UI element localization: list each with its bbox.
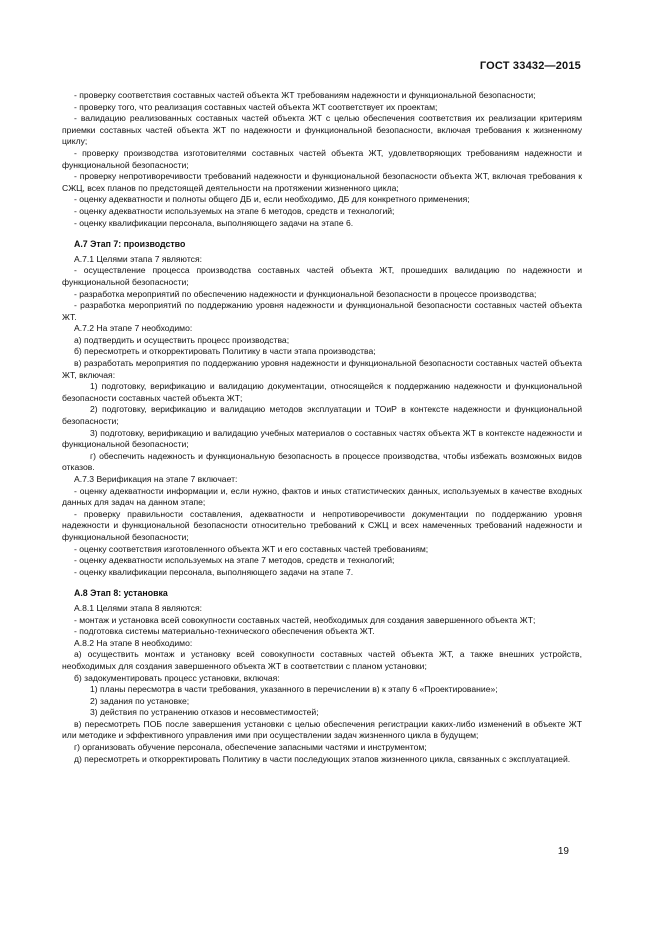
paragraph: - оценку квалификации персонала, выполняющего задачи на этапе 6.	[74, 217, 354, 228]
page-number: 19	[557, 846, 569, 857]
paragraph: - разработка мероприятий по поддержанию уровня надежности и функциональной безопасности составных частей объекта ЖТ.	[62, 300, 582, 322]
paragraph: А.7.3 Верификация на этапе 7 включает:	[74, 474, 238, 484]
paragraph: А.7.1 Целями этапа 7 являются:	[74, 253, 202, 264]
paragraph: А.8.2 На этапе 8 необходимо:	[74, 637, 193, 648]
section-heading-a7: А.7 Этап 7: производство	[74, 239, 186, 250]
paragraph: г) организовать обучение персонала, обеспечение запасными частями и инструментом;	[74, 742, 427, 753]
paragraph: - осуществление процесса производства составных частей объекта ЖТ, прошедших валидацию по надежности и функциональной безопасности;	[62, 265, 582, 287]
paragraph: 3) действия по устранению отказов и несовместимостей;	[90, 707, 319, 718]
section-heading-a8: А.8 Этап 8: установка	[74, 588, 168, 599]
paragraph: - проверку того, что реализация составных частей объекта ЖТ соответствует их проектам;	[74, 101, 438, 112]
paragraph: - подготовка системы материально-технического обеспечения объекта ЖТ.	[74, 626, 375, 637]
paragraph: а) осуществить монтаж и установку всей совокупности составных частей объекта ЖТ, а также внешних устройств, необходимых для создания завершенного объекта ЖТ в соответствии с планом установки;	[62, 649, 582, 671]
paragraph: - разработка мероприятий по обеспечению надежности и функциональной безопасности в процессе производства;	[74, 288, 537, 299]
paragraph: - проверку правильности составления, адекватности и непротиворечивости документации по поддержанию уровня надежности и функциональной безопасности относительно требований к СЖЦ и всех намеченных требований надежности и функциональной безопасности;	[62, 508, 582, 542]
paragraph: - проверку производства изготовителями составных частей объекта ЖТ, удовлетворяющих требованиям надежности и функциональной безопасности;	[62, 147, 582, 170]
paragraph: - оценку адекватности и полноты общего ДБ и, если необходимо, ДБ для конкретного применения;	[74, 194, 470, 205]
paragraph: г) обеспечить надежность и функциональную безопасность в процессе производства, чтобы избежать возможных видов отказов.	[62, 450, 582, 473]
paragraph: в) разработать мероприятия по поддержанию уровня надежности и функциональной безопасности составных частей объекта ЖТ, включая:	[62, 358, 582, 380]
paragraph: - монтаж и установка всей совокупности составных частей, необходимых для создания завершенного объекта ЖТ;	[74, 614, 536, 625]
paragraph: 3) подготовку, верификацию и валидацию учебных материалов о составных частях объекта ЖТ в контексте надежности и функциональной безопасности;	[62, 427, 582, 450]
standard-number: ГОСТ 33432—2015	[479, 60, 581, 72]
paragraph: б) задокументировать процесс установки, включая:	[74, 672, 280, 683]
paragraph: - оценку адекватности используемых на этапе 7 методов, средств и технологий;	[74, 555, 395, 566]
paragraph: а) подтвердить и осуществить процесс производства;	[74, 334, 290, 345]
paragraph: А.8.1 Целями этапа 8 являются:	[74, 602, 202, 613]
paragraph: - оценку адекватности используемых на этапе 6 методов, средств и технологий;	[74, 205, 395, 216]
paragraph: б) пересмотреть и откорректировать Политику в части этапа производства;	[74, 346, 376, 357]
paragraph: 1) планы пересмотра в части требования, указанного в перечислении в) к этапу 6 «Проектирование»;	[90, 684, 498, 695]
paragraph: - валидацию реализованных составных частей объекта ЖТ с целью обеспечения соответствия их реализации критериям приемки составных частей объекта ЖТ по надежности и функциональной безопасности, включая требования к жизненному циклу;	[62, 113, 582, 147]
paragraph: - оценку соответствия изготовленного объекта ЖТ и его составных частей требованиям;	[74, 543, 429, 554]
paragraph: в) пересмотреть ПОБ после завершения установки с целью обеспечения регистрации каких-либо изменений в объекте ЖТ или методике и эффективного управления ими при осуществлении задач жизненного цикла в будущем;	[62, 718, 582, 741]
paragraph: А.7.2 На этапе 7 необходимо:	[74, 323, 193, 334]
paragraph: 2) подготовку, верификацию и валидацию методов эксплуатации и ТОиР в контексте надежности и функциональной безопасности;	[62, 404, 582, 427]
paragraph: - проверку соответствия составных частей объекта ЖТ требованиям надежности и функциональной безопасности;	[74, 90, 536, 100]
paragraph: д) пересмотреть и откорректировать Политику в части последующих этапов жизненного цикла, связанных с эксплуатацией.	[74, 753, 571, 764]
paragraph: 2) задания по установке;	[90, 695, 190, 706]
document-body	[62, 90, 582, 765]
paragraph: - проверку непротиворечивости требований надежности и функциональной безопасности объекта ЖТ, включая требования к СЖЦ, всех планов по предстоящей деятельности на протяжении жизненного цикла;	[62, 171, 582, 193]
paragraph: - оценку квалификации персонала, выполняющего задачи на этапе 7.	[74, 566, 354, 577]
paragraph: 1) подготовку, верификацию и валидацию документации, относящейся к поддержанию надежности и функциональной безопасности составных частей объекта ЖТ;	[62, 381, 582, 403]
paragraph: - оценку адекватности информации и, если нужно, фактов и иных статистических данных, используемых в качестве входных данных для задач на данном этапе;	[62, 485, 582, 508]
